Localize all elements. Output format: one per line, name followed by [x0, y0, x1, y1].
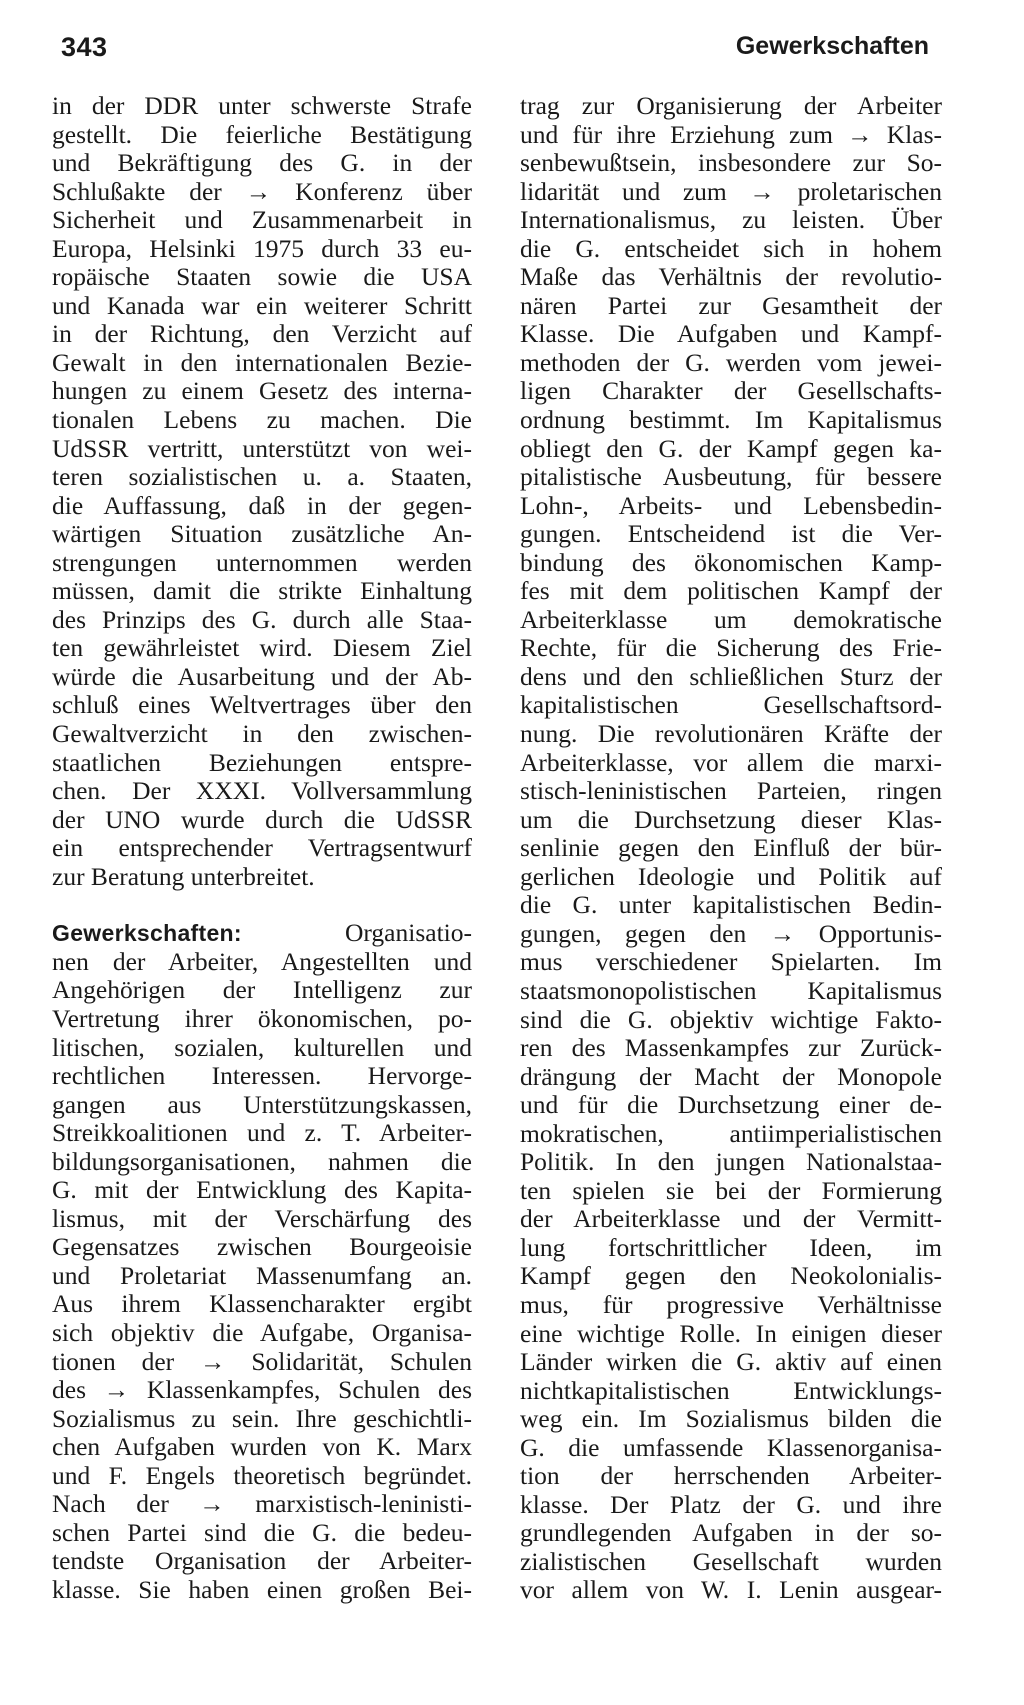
text-line: sich objektiv die Aufgabe, Organisa-: [52, 1317, 472, 1347]
text-line: der Arbeiterklasse und der Vermitt-: [520, 1204, 942, 1234]
text-line: trag zur Organisierung der Arbeiter: [520, 91, 942, 120]
text-line: drängung der Macht der Monopole: [520, 1061, 942, 1091]
entry-first-line-text: Organisatio-: [344, 918, 472, 948]
text-line: der UNO wurde durch die UdSSR: [52, 804, 472, 834]
text-line: ten gewährleistet wird. Diesem Ziel: [52, 633, 472, 663]
text-line: nung. Die revolutionären Kräfte der: [520, 719, 942, 749]
text-line: G. mit der Entwicklung des Kapita-: [52, 1175, 472, 1205]
text-line: schen Partei sind die G. die bedeu-: [52, 1517, 472, 1547]
text-line: die G. entscheidet sich in hohem: [520, 233, 942, 263]
text-line: und Bekräftigung des G. in der: [52, 148, 472, 178]
text-line: Sicherheit und Zusammenarbeit in: [52, 205, 472, 235]
text-line: ren des Massenkampfes zur Zurück-: [520, 1033, 942, 1063]
text-line: müssen, damit die strikte Einhaltung: [52, 576, 472, 606]
text-line: chen. Der XXXI. Vollversammlung: [52, 776, 472, 806]
text-line: Sozialismus zu sein. Ihre geschichtli-: [52, 1403, 472, 1433]
text-line: rechtlichen Interessen. Hervorge-: [52, 1061, 472, 1091]
text-line: mus, für progressive Verhältnisse: [520, 1289, 942, 1319]
text-line: Arbeiterklasse, vor allem die marxi-: [520, 747, 942, 777]
text-line: Internationalismus, zu leisten. Über: [520, 205, 942, 235]
text-line: senbewußtsein, insbesondere zur So-: [520, 148, 942, 178]
text-line: bindung des ökonomischen Kamp-: [520, 547, 942, 577]
text-line: ropäische Staaten sowie die USA: [52, 262, 472, 292]
text-line: methoden der G. werden vom jewei-: [520, 347, 942, 377]
text-line: staatlichen Beziehungen entspre-: [52, 747, 472, 777]
text-line: senlinie gegen den Einfluß der bür-: [520, 833, 942, 863]
text-line: strengungen unternommen werden: [52, 547, 472, 577]
text-line: ordnung bestimmt. Im Kapitalismus: [520, 405, 942, 435]
text-line: würde die Ausarbeitung und der Ab-: [52, 661, 472, 691]
text-line: und für die Durchsetzung einer de-: [520, 1090, 942, 1120]
text-line: Klasse. Die Aufgaben und Kampf-: [520, 319, 942, 349]
text-line: Arbeiterklasse um demokratische: [520, 604, 942, 634]
text-line: weg ein. Im Sozialismus bilden die: [520, 1404, 942, 1434]
text-line: obliegt den G. der Kampf gegen ka-: [520, 433, 942, 463]
text-line: sind die G. objektiv wichtige Fakto-: [520, 1004, 942, 1034]
text-line: Angehörigen der Intelligenz zur: [52, 975, 472, 1005]
text-line: lidarität und zum → proletarischen: [520, 176, 942, 206]
text-line: ten spielen sie bei der Formierung: [520, 1175, 942, 1205]
text-line: zialistischen Gesellschaft wurden: [520, 1546, 942, 1576]
text-line: staatsmonopolistischen Kapitalismus: [520, 975, 942, 1005]
paragraph-gap: [52, 891, 472, 919]
text-line: G. die umfassende Klassenorganisa-: [520, 1432, 942, 1462]
text-line: wärtigen Situation zusätzliche An-: [52, 519, 472, 549]
text-line: chen Aufgaben wurden von K. Marx: [52, 1432, 472, 1462]
page-number: 343: [61, 32, 108, 62]
text-line: lismus, mit der Verschärfung des: [52, 1203, 472, 1233]
text-line: vor allem von W. I. Lenin ausgear-: [520, 1575, 942, 1605]
text-line: bildungsorganisationen, nahmen die: [52, 1146, 472, 1176]
text-line: in der DDR unter schwerste Strafe: [52, 91, 472, 120]
text-line: Politik. In den jungen Nationalstaa-: [520, 1147, 942, 1177]
text-line: in der Richtung, den Verzicht auf: [52, 319, 472, 349]
text-line: die G. unter kapitalistischen Bedin-: [520, 890, 942, 920]
text-line: klasse. Der Platz der G. und ihre: [520, 1489, 942, 1519]
text-line: des → Klassenkampfes, Schulen des: [52, 1375, 472, 1405]
text-line: teren sozialistischen u. a. Staaten,: [52, 462, 472, 492]
text-line: Lohn-, Arbeits- und Lebensbedin-: [520, 490, 942, 520]
text-line: um die Durchsetzung dieser Klas-: [520, 804, 942, 834]
text-line: Europa, Helsinki 1975 durch 33 eu-: [52, 233, 472, 263]
text-line: gestellt. Die feierliche Bestätigung: [52, 119, 472, 149]
text-line: pitalistische Ausbeutung, für bessere: [520, 462, 942, 492]
text-line: litischen, sozialen, kulturellen und: [52, 1032, 472, 1062]
text-line: und Proletariat Massenumfang an.: [52, 1260, 472, 1290]
text-line: Rechte, für die Sicherung des Frie-: [520, 633, 942, 663]
text-line: Gewalt in den internationalen Bezie-: [52, 347, 472, 377]
text-line: gungen. Entscheidend ist die Ver-: [520, 519, 942, 549]
text-line: eine wichtige Rolle. In einigen dieser: [520, 1318, 942, 1348]
text-line: kapitalistischen Gesellschaftsord-: [520, 690, 942, 720]
text-line: und für ihre Erziehung zum → Klas-: [520, 119, 942, 149]
text-line: gungen, gegen den → Opportunis-: [520, 918, 942, 948]
right-column: [520, 92, 942, 1605]
text-line: Maße das Verhältnis der revolutio-: [520, 262, 942, 292]
text-line: Nach der → marxistisch-leninisti-: [52, 1489, 472, 1519]
text-line: Kampf gegen den Neokolonialis-: [520, 1261, 942, 1291]
entry-first-line: [52, 919, 472, 948]
text-line: gangen aus Unterstützungskassen,: [52, 1089, 472, 1119]
text-line: fes mit dem politischen Kampf der: [520, 576, 942, 606]
text-line: die Auffassung, daß in der gegen-: [52, 490, 472, 520]
text-line: nen der Arbeiter, Angestellten und: [52, 946, 472, 976]
text-line: stisch-leninistischen Parteien, ringen: [520, 776, 942, 806]
text-line: mokratischen, antiimperialistischen: [520, 1118, 942, 1148]
text-line: tendste Organisation der Arbeiter-: [52, 1546, 472, 1576]
text-line: Gewaltverzicht in den zwischen-: [52, 719, 472, 749]
text-line: tionen der → Solidarität, Schulen: [52, 1346, 472, 1376]
text-line: schluß eines Weltvertrages über den: [52, 690, 472, 720]
text-line: Vertretung ihrer ökonomischen, po-: [52, 1003, 472, 1033]
text-line: Länder wirken die G. aktiv auf einen: [520, 1347, 942, 1377]
text-line: lung fortschrittlicher Ideen, im: [520, 1232, 942, 1262]
text-line: hungen zu einem Gesetz des interna-: [52, 376, 472, 406]
text-line: des Prinzips des G. durch alle Staa-: [52, 604, 472, 634]
text-line: tionalen Lebens zu machen. Die: [52, 405, 472, 435]
text-line: nären Partei zur Gesamtheit der: [520, 290, 942, 320]
text-line: grundlegenden Aufgaben in der so-: [520, 1518, 942, 1548]
text-line: ligen Charakter der Gesellschafts-: [520, 376, 942, 406]
text-line: mus verschiedener Spielarten. Im: [520, 947, 942, 977]
text-line: gerlichen Ideologie und Politik auf: [520, 861, 942, 891]
running-head: Gewerkschaften: [735, 32, 929, 60]
text-line: Streikkoalitionen und z. T. Arbeiter-: [52, 1118, 472, 1148]
text-line: nichtkapitalistischen Entwicklungs-: [520, 1375, 942, 1405]
entry-headword: Gewerkschaften:: [52, 920, 242, 947]
text-line: dens und den schließlichen Sturz der: [520, 661, 942, 691]
text-line: und F. Engels theoretisch begründet.: [52, 1460, 472, 1490]
left-column: [52, 92, 472, 1604]
text-line: und Kanada war ein weiterer Schritt: [52, 290, 472, 320]
text-line: ein entsprechender Vertragsentwurf: [52, 833, 472, 863]
text-line: klasse. Sie haben einen großen Bei-: [52, 1574, 472, 1604]
text-line: Aus ihrem Klassencharakter ergibt: [52, 1289, 472, 1319]
text-line: zur Beratung unterbreitet.: [52, 861, 315, 891]
text-line: Schlußakte der → Konferenz über: [52, 176, 472, 206]
text-line: tion der herrschenden Arbeiter-: [520, 1461, 942, 1491]
text-line: Gegensatzes zwischen Bourgeoisie: [52, 1232, 472, 1262]
text-line: UdSSR vertritt, unterstützt von wei-: [52, 433, 472, 463]
